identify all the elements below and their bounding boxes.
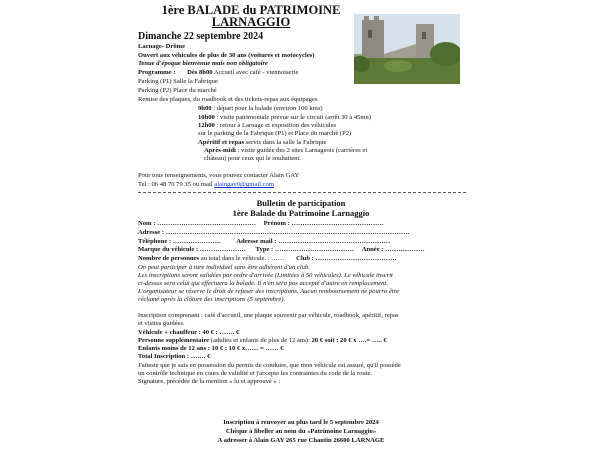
handover-line: Remise des plaques, du roadbook et des tickets-repas aux équipages xyxy=(138,96,318,103)
start-text: Accueil avec café - viennoiserie xyxy=(213,69,299,76)
includes-line-2: et visites guidées. xyxy=(138,320,185,327)
note-validation-2: ci-dessus sera celui qui effectuera la balade. Il n'en sera pas accepté d'autre en remplacement. xyxy=(138,280,388,287)
contact-email-link[interactable]: alaingay0@gmail.com xyxy=(214,181,275,188)
vehicle-price-line[interactable]: Véhicule + chauffeur : 40 € : ……. € xyxy=(138,329,240,336)
eligibility-line: Ouvert aux véhicules de plus de 30 ans (voitures et motocycles) xyxy=(138,52,315,59)
phone-field[interactable]: Téléphone : …………………. xyxy=(138,238,221,245)
attest-line-2: un contrôle technique en cours de validité et j'accepte les contraintes du code de la route. xyxy=(138,370,373,377)
event-subtitle: LARNAGGIO xyxy=(211,15,291,29)
parking-1: Parking (P1) Salle la Fabrique xyxy=(138,78,218,85)
attest-line-1: J'atteste que je suis en possession du permis de conduire, que mon véhicule est assuré, qu'il possède xyxy=(138,362,401,369)
location-line: Larnage- Drôme xyxy=(138,43,186,50)
form-heading: Bulletin de participation xyxy=(256,198,346,208)
vehicle-type-field[interactable]: Type : ……………………………… xyxy=(255,246,355,253)
email-field[interactable]: Adresse mail : …………………………………………… xyxy=(236,238,391,245)
signature-line: Signature, précédée de la mention « lu et approuvé » : xyxy=(138,378,281,385)
extra-person-text: (adultes et enfants de plus de 12 ans): xyxy=(209,337,312,344)
visit-time: 10h00 xyxy=(198,114,215,121)
total-line[interactable]: Total Inscription : ……. € xyxy=(138,353,211,360)
schedule-afternoon xyxy=(204,147,367,155)
event-title: 1ère BALADE du PATRIMOINE xyxy=(161,3,341,17)
vehicle-year-field[interactable]: Année : ……………… xyxy=(361,246,425,253)
lunch-label: Apéritif et repas xyxy=(198,139,245,146)
schedule-return xyxy=(198,122,336,130)
children-line[interactable]: Enfants moins de 12 ans : 10 € : 10 € x…… = …… € xyxy=(138,345,284,352)
name-field[interactable]: Nom : ……………………………………… xyxy=(138,220,256,227)
extra-person-label: Personne supplémentaire xyxy=(138,337,210,344)
address-field[interactable]: Adresse : ………………………………………………………………………………………………… xyxy=(138,229,410,236)
schedule-departure xyxy=(198,105,323,113)
footer-address: A adresser à Alain GAY 265 rue Chautin 26600 LARNAGE xyxy=(217,437,385,444)
program-label: Programme : xyxy=(138,69,176,76)
contact-tel: Tel : 06 48 70 79 35 ou mail xyxy=(138,181,213,188)
club-field[interactable]: Club : ………………………………. xyxy=(296,255,397,262)
return-text: : retour à Larnage et exposition des véhicules xyxy=(216,122,337,129)
note-refusal-1: L'organisateur se réserve le droit de refuser des inscriptions. Aucun remboursement ne pourra être xyxy=(138,288,399,295)
flyer-document xyxy=(126,0,476,450)
form-people-row xyxy=(138,255,396,263)
includes-line-1: Inscription comprenant : café d'accueil, une plaque souvenir par véhicule, roadbook, apéritif, repas xyxy=(138,312,399,319)
form-subheading: 1ère Balade du Patrimoine Larnaggio xyxy=(232,208,370,218)
castle-ruins-image xyxy=(354,14,460,84)
schedule-lunch xyxy=(198,139,326,147)
form-vehicle-row xyxy=(138,246,425,254)
note-refusal-2: réclamé après la clôture des inscriptions (5 septembre). xyxy=(138,296,286,303)
departure-text: : départ pour la balade (environ 100 kms) xyxy=(213,105,323,112)
visit-text: : visite patrimoniale prévue sur le circuit (arrêt 30 à 45mn) xyxy=(216,114,372,121)
parking-2: Parking (P2) Place du marché xyxy=(138,87,217,94)
contact-line: Pour tous renseignements, vous pouvez contacter Alain GAY xyxy=(138,172,300,179)
extra-person-calc[interactable]: 20 € soit : 20 € x ….= ….. € xyxy=(311,337,387,344)
event-date: Dimanche 22 septembre 2024 xyxy=(138,31,264,42)
lunch-text: servis dans la salle la Fabrique xyxy=(244,139,327,146)
form-name-row xyxy=(138,220,384,228)
program-start xyxy=(138,69,298,77)
contact-tel-line xyxy=(138,181,274,189)
start-time: Dès 8h00 xyxy=(187,69,213,76)
schedule-afternoon-2: château) pour ceux qui le souhaitent. xyxy=(204,155,302,162)
note-validation-1: Les inscriptions seront validées par ordre d'arrivée (Limitées à 50 véhicules). Le véhicule inscrit xyxy=(138,272,393,279)
footer-deadline: Inscription à renvoyer au plus tard le 5 septembre 2024 xyxy=(223,419,379,426)
afternoon-text: : visite guidée des 2 sites Larnageois (carrières et xyxy=(235,147,368,154)
firstname-field[interactable]: Prénom : …………………………………… xyxy=(263,220,384,227)
dress-code-line: Tenue d'époque bienvenue mais non obligatoire xyxy=(138,60,268,67)
extra-person-line xyxy=(138,337,387,345)
form-phone-row xyxy=(138,238,390,246)
castle-photo xyxy=(354,14,460,84)
schedule-return-2: sur le parking de la Fabrique (P1) et Place du marché (P2) xyxy=(198,130,352,137)
people-field[interactable]: au total dans le véhicule. : …… xyxy=(199,255,285,262)
note-individual: On peut participer à titre individuel sans être adhérent d'un club. xyxy=(138,264,310,271)
people-label: Nombre de personnes xyxy=(138,255,200,262)
afternoon-label: Après-midi xyxy=(204,147,236,154)
return-time: 12h00 xyxy=(198,122,215,129)
schedule-visit xyxy=(198,114,371,122)
departure-time: 9h00 xyxy=(198,105,212,112)
vehicle-make-field[interactable]: Marque du véhicule : ………………… xyxy=(138,246,246,253)
footer-cheque: Chèque à libeller au nom du «Patrimoine Larnaggio» xyxy=(225,428,377,435)
separator-line xyxy=(138,192,466,193)
